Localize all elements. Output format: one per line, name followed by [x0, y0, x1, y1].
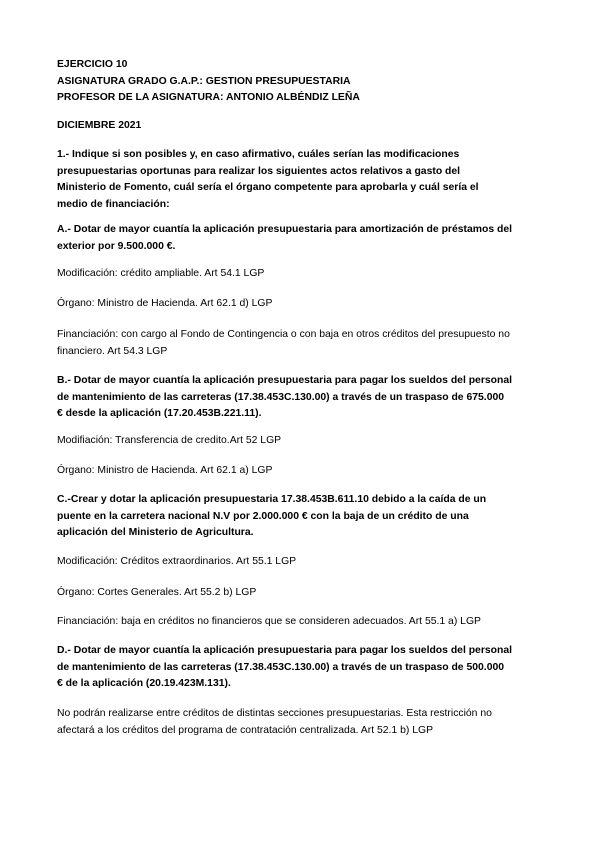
question-line: medio de financiación: [57, 198, 170, 210]
question-line: 1.- Indique si son posibles y, en caso afirmativo, cuáles serían las modificaciones [57, 149, 460, 160]
section-b-title-line: € desde la aplicación (17.20.453B.221.11). [57, 408, 262, 419]
section-d-title [57, 643, 547, 693]
section-a-title [57, 222, 547, 255]
section-c-financiacion: Financiación: baja en créditos no financieros que se consideren adecuados. Art 55.1 a) LGP [57, 616, 481, 627]
question-line: presupuestarias oportunas para realizar los siguientes actos relativos a gasto del [57, 165, 461, 177]
section-a-financiacion-line: Financiación: con cargo al Fondo de Contingencia o con baja en otros créditos del presupuesto no [57, 329, 510, 340]
section-d-nota [57, 706, 547, 739]
section-a-modificacion: Modificación: crédito ampliable. Art 54.1 LGP [57, 268, 265, 279]
header [57, 57, 547, 107]
header-subject: ASIGNATURA GRADO G.A.P.: GESTION PRESUPUESTARIA [57, 75, 351, 87]
section-b-title-line: B.- Dotar de mayor cuantía la aplicación presupuestaria para pagar los sueldos del personal [57, 375, 513, 386]
question [57, 147, 547, 213]
section-c-title [57, 492, 547, 542]
section-c-title-line: C.-Crear y dotar la aplicación presupuestaria 17.38.453B.611.10 debido a la caída de un [57, 494, 487, 505]
header-professor: PROFESOR DE LA ASIGNATURA: ANTONIO ALBÉNDIZ LEÑA [57, 92, 360, 103]
section-a-title-line: exterior por 9.500.000 €. [57, 240, 176, 252]
section-d-nota-line: No podrán realizarse entre créditos de distintas secciones presupuestarias. Esta restricción no [57, 708, 492, 719]
section-d-title-line: de mantenimiento de las carreteras (17.38.453C.130.00) a través de un traspaso de 500.000 [57, 661, 505, 673]
section-d-nota-line: afectará a los créditos del programa de contratación centralizada. Art 52.1 b) LGP [57, 724, 434, 736]
date: DICIEMBRE 2021 [57, 120, 142, 131]
section-c-modificacion: Modificación: Créditos extraordinarios. Art 55.1 LGP [57, 556, 297, 567]
section-a-organo: Órgano: Ministro de Hacienda. Art 62.1 d) LGP [57, 298, 273, 309]
header-exercise: EJERCICIO 10 [57, 59, 128, 70]
section-d-title-line: D.- Dotar de mayor cuantía la aplicación presupuestaria para pagar los sueldos del personal [57, 645, 513, 656]
section-d-title-line: € de la aplicación (20.19.423M.131). [57, 678, 231, 689]
question-line: Ministerio de Fomento, cuál sería el órgano competente para aprobarla y cuál sería el [57, 182, 479, 193]
section-b-title-line: de mantenimiento de las carreteras (17.38.453C.130.00) a través de un traspaso de 675.000 [57, 391, 505, 403]
section-b-organo: Órgano: Ministro de Hacienda. Art 62.1 a) LGP [57, 465, 273, 476]
section-b-modificacion: Modifiación: Transferencia de credito.Art 52 LGP [57, 435, 282, 446]
section-a-title-line: A.- Dotar de mayor cuantía la aplicación presupuestaria para amortización de préstamos del [57, 224, 513, 235]
section-b-title [57, 373, 547, 423]
section-c-title-line: puente en la carretera nacional N.V por 2.000.000 € con la baja de un crédito de una [57, 510, 469, 522]
section-a-financiacion [57, 327, 547, 360]
section-a-financiacion-line: financiero. Art 54.3 LGP [57, 345, 168, 357]
section-c-title-line: aplicación del Ministerio de Agricultura. [57, 527, 254, 538]
section-c-organo: Órgano: Cortes Generales. Art 55.2 b) LGP [57, 587, 257, 598]
